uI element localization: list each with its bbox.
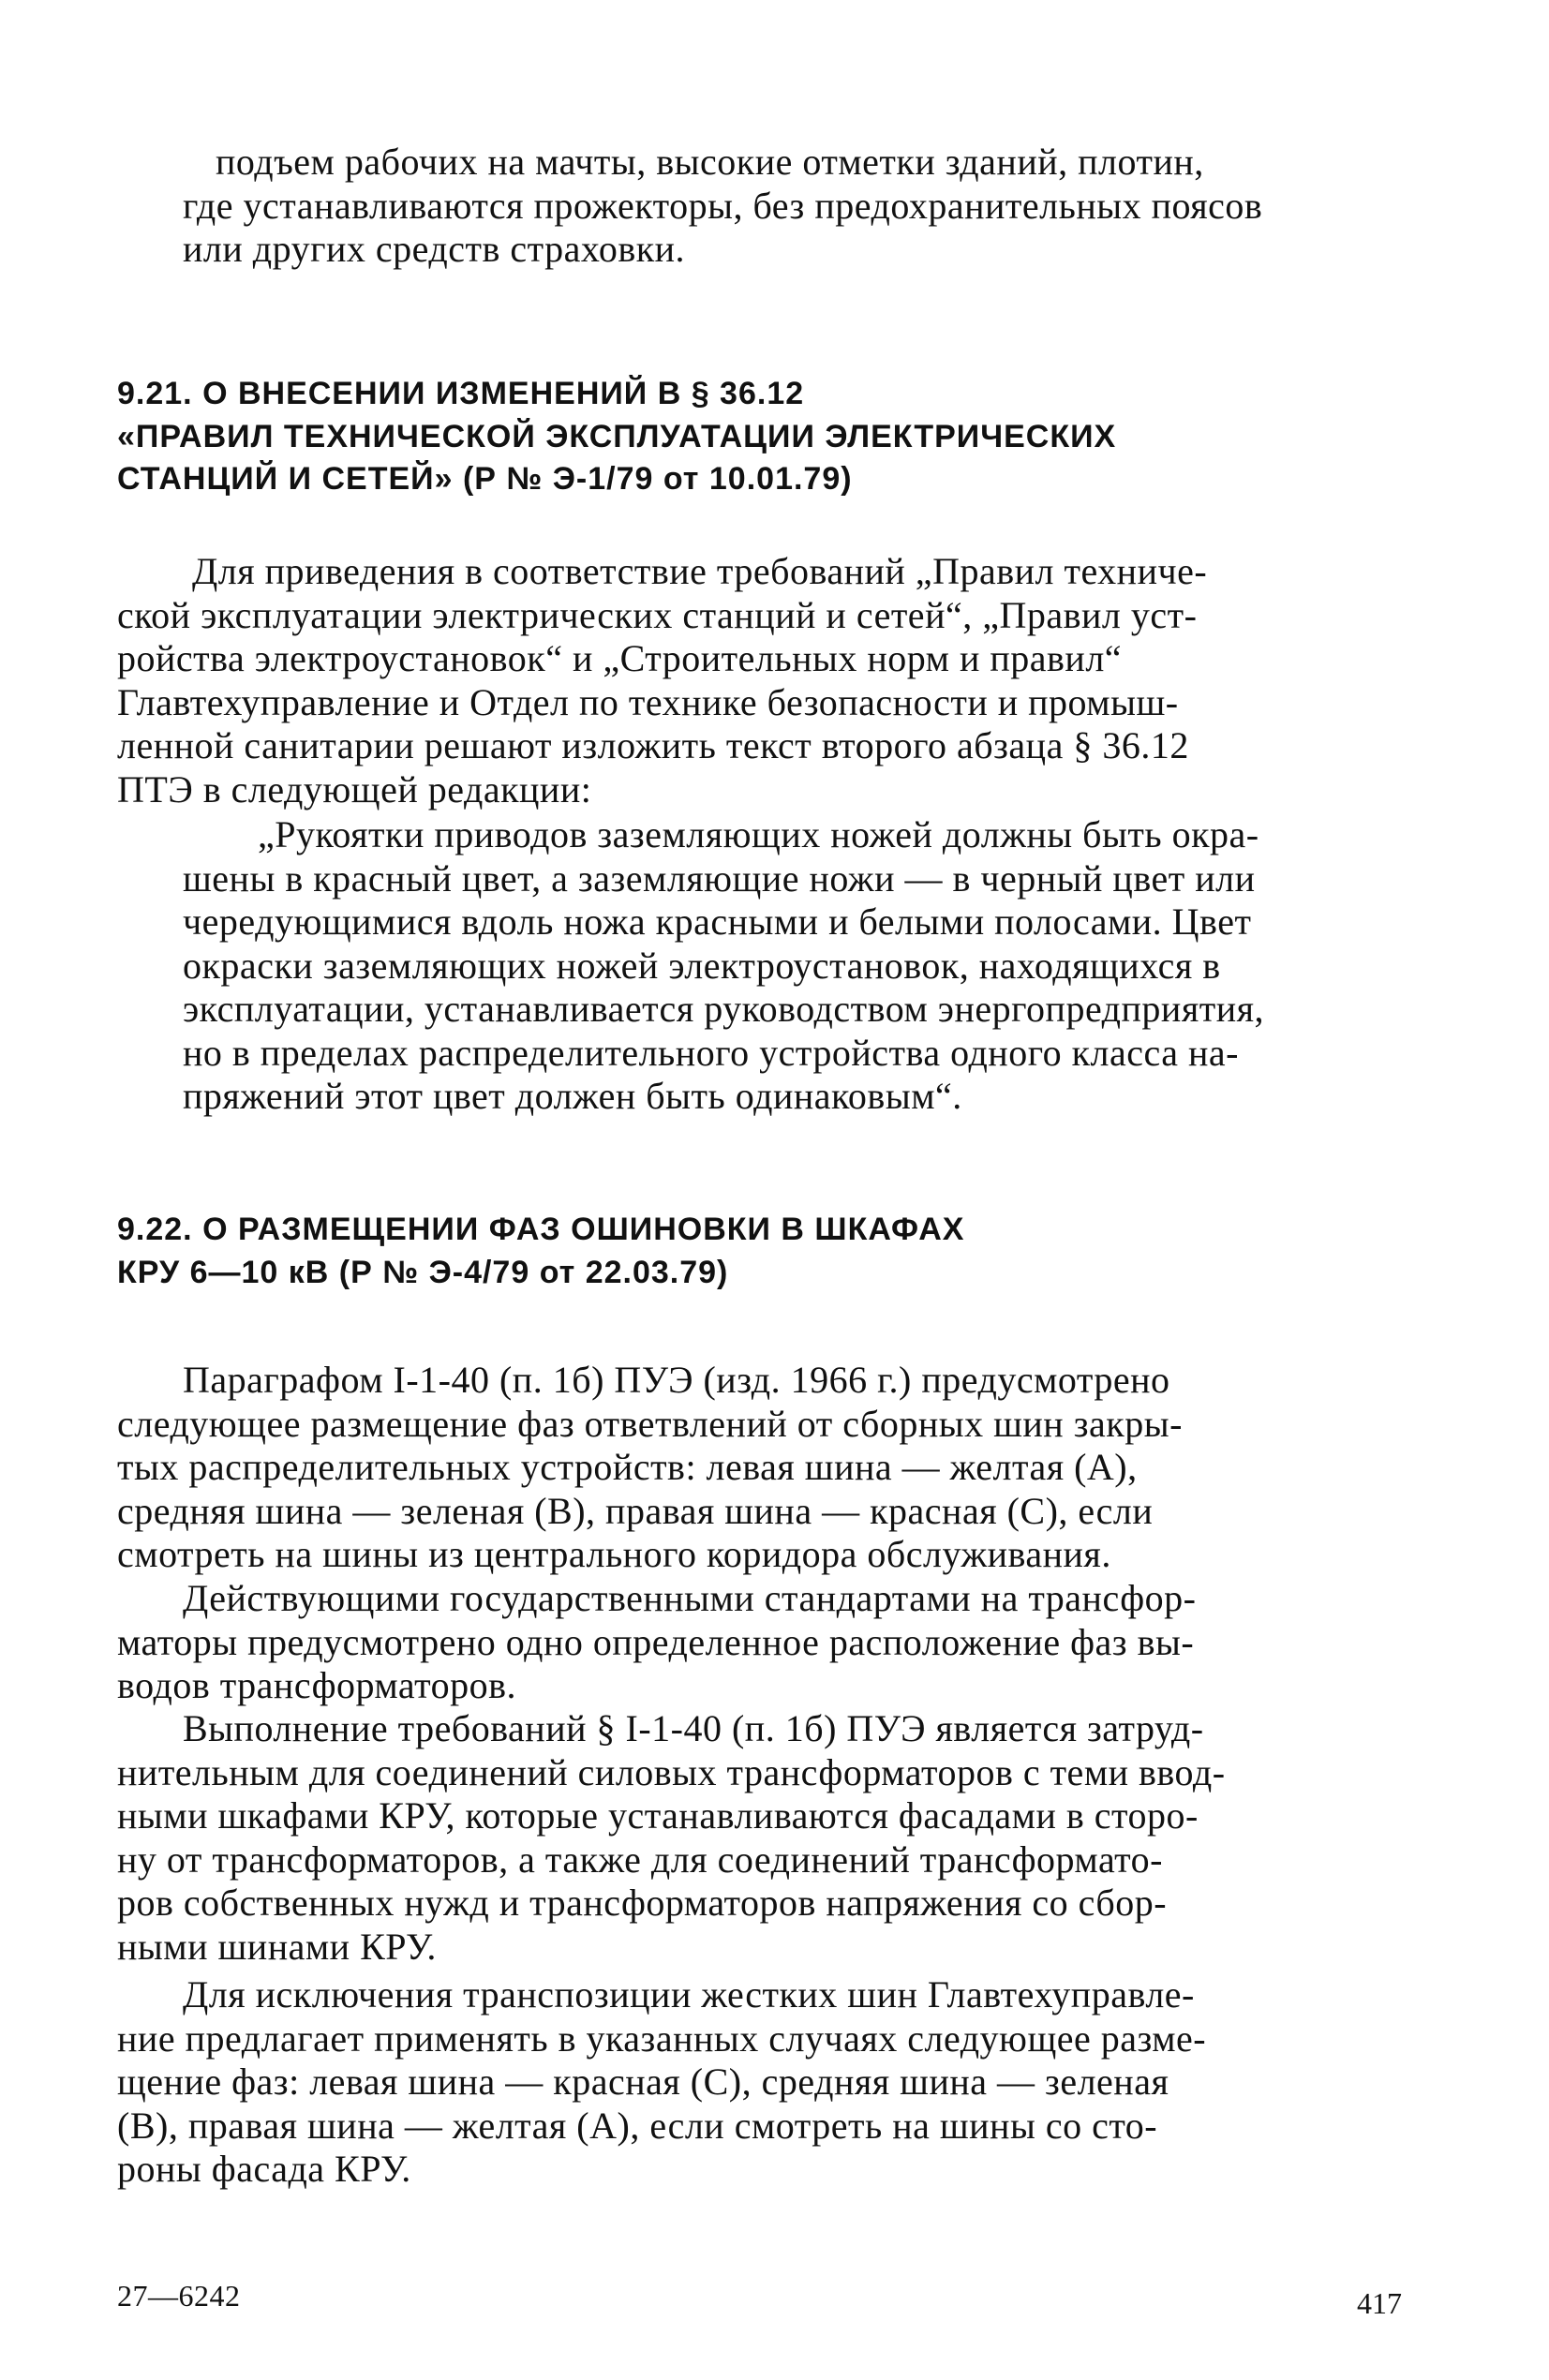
page-number: 417 (1357, 2286, 1402, 2320)
paragraph-text (117, 1359, 1420, 1577)
text-line: средняя шина — зеленая (В), правая шина — красная (С), если (117, 1489, 1154, 1532)
text-line: Выполнение требований § I-1-40 (п. 1б) ПУЭ является затруд- (183, 1707, 1204, 1749)
text-line: ройства электроустановок“ и „Строительных норм и правил“ (117, 637, 1123, 679)
section-9-22-paragraph-4 (117, 1973, 1420, 2192)
heading-line: 9.22. О РАЗМЕЩЕНИИ ФАЗ ОШИНОВКИ В ШКАФАХ (117, 1212, 965, 1247)
text-line: Параграфом I-1-40 (п. 1б) ПУЭ (изд. 1966 г.) предусмотрено (183, 1359, 1170, 1401)
text-line: подъем рабочих на мачты, высокие отметки зданий, плотин, (216, 141, 1204, 183)
text-line: роны фасада КРУ. (117, 2148, 411, 2190)
text-line: но в пределах распределительного устройства одного класса на- (183, 1031, 1239, 1074)
text-line: шены в красный цвет, а заземляющие ножи — в черный цвет или (183, 856, 1256, 900)
heading-line: «ПРАВИЛ ТЕХНИЧЕСКОЙ ЭКСПЛУАТАЦИИ ЭЛЕКТРИЧЕСКИХ (117, 418, 1117, 454)
paragraph-text (117, 550, 1420, 811)
text-line: ленной санитарии решают изложить текст второго абзаца § 36.12 (117, 724, 1189, 766)
paragraph-text (117, 1577, 1420, 1708)
heading-line: КРУ 6—10 кВ (Р № Э-4/79 от 22.03.79) (117, 1254, 729, 1290)
text-line: Действующими государственными стандартами на трансфор- (183, 1577, 1197, 1619)
paragraph-text (183, 141, 1420, 272)
text-line: чередующимися вдоль ножа красными и белыми полосами. Цвет (183, 900, 1252, 943)
text-line: тых распределительных устройств: левая шина — желтая (А), (117, 1446, 1138, 1488)
text-line: маторы предусмотрено одно определенное расположение фаз вы- (117, 1620, 1195, 1663)
section-9-22-paragraph-3 (117, 1707, 1420, 1969)
text-line: Для приведения в соответствие требований „Правил техниче- (192, 550, 1208, 592)
top-paragraph (183, 141, 1420, 272)
text-line: смотреть на шины из центрального коридора обслуживания. (117, 1533, 1111, 1575)
text-line: ние предлагает применять в указанных случаях следующее разме- (117, 2016, 1207, 2060)
text-line: „Рукоятки приводов заземляющих ножей должны быть окра- (258, 813, 1259, 855)
text-line: водов трансформаторов. (117, 1664, 516, 1706)
text-line: ПТЭ в следующей редакции: (117, 767, 592, 811)
section-heading-9-21 (117, 373, 1382, 501)
quote-text (117, 813, 1420, 1119)
section-9-22-paragraph-1 (117, 1359, 1420, 1577)
paragraph-text (117, 1707, 1420, 1969)
text-line: (В), правая шина — желтая (А), если смотреть на шины со сто- (117, 2104, 1158, 2147)
section-heading-9-22 (117, 1209, 1382, 1294)
text-line: ской эксплуатации электрических станций и сетей“, „Правил уст- (117, 593, 1198, 636)
text-line: пряжений этот цвет должен быть одинаковым“. (183, 1075, 962, 1117)
text-line: Главтехуправление и Отдел по технике безопасности и промыш- (117, 680, 1179, 723)
text-line: ными шкафами КРУ, которые устанавливаются фасадами в сторо- (117, 1794, 1199, 1837)
section-9-21-quote (117, 813, 1420, 1119)
heading-line: СТАНЦИЙ И СЕТЕЙ» (Р № Э-1/79 от 10.01.79) (117, 461, 853, 497)
printer-signature: 27—6242 (117, 2279, 241, 2313)
text-line: ну от трансформаторов, а также для соединений трансформато- (117, 1837, 1163, 1881)
text-line: окраски заземляющих ножей электроустановок, находящихся в (183, 944, 1221, 987)
text-line: или других средств страховки. (183, 228, 686, 270)
text-line: щение фаз: левая шина — красная (С), средняя шина — зеленая (117, 2060, 1169, 2103)
heading-line: 9.21. О ВНЕСЕНИИ ИЗМЕНЕНИЙ В § 36.12 (117, 376, 805, 411)
section-9-21-paragraph (117, 550, 1420, 811)
text-line: эксплуатации, устанавливается руководством энергопредприятия, (183, 988, 1265, 1030)
text-line: ными шинами КРУ. (117, 1925, 437, 1968)
text-line: где устанавливаются прожекторы, без предохранительных поясов (183, 184, 1263, 227)
text-line: Для исключения транспозиции жестких шин Главтехуправле- (183, 1973, 1195, 2016)
paragraph-text (117, 1973, 1420, 2192)
section-9-22-paragraph-2 (117, 1577, 1420, 1708)
text-line: ров собственных нужд и трансформаторов напряжения со сбор- (117, 1882, 1168, 1924)
text-line: следующее размещение фаз ответвлений от сборных шин закры- (117, 1402, 1183, 1445)
text-line: нительным для соединений силовых трансформаторов с теми ввод- (117, 1750, 1226, 1793)
